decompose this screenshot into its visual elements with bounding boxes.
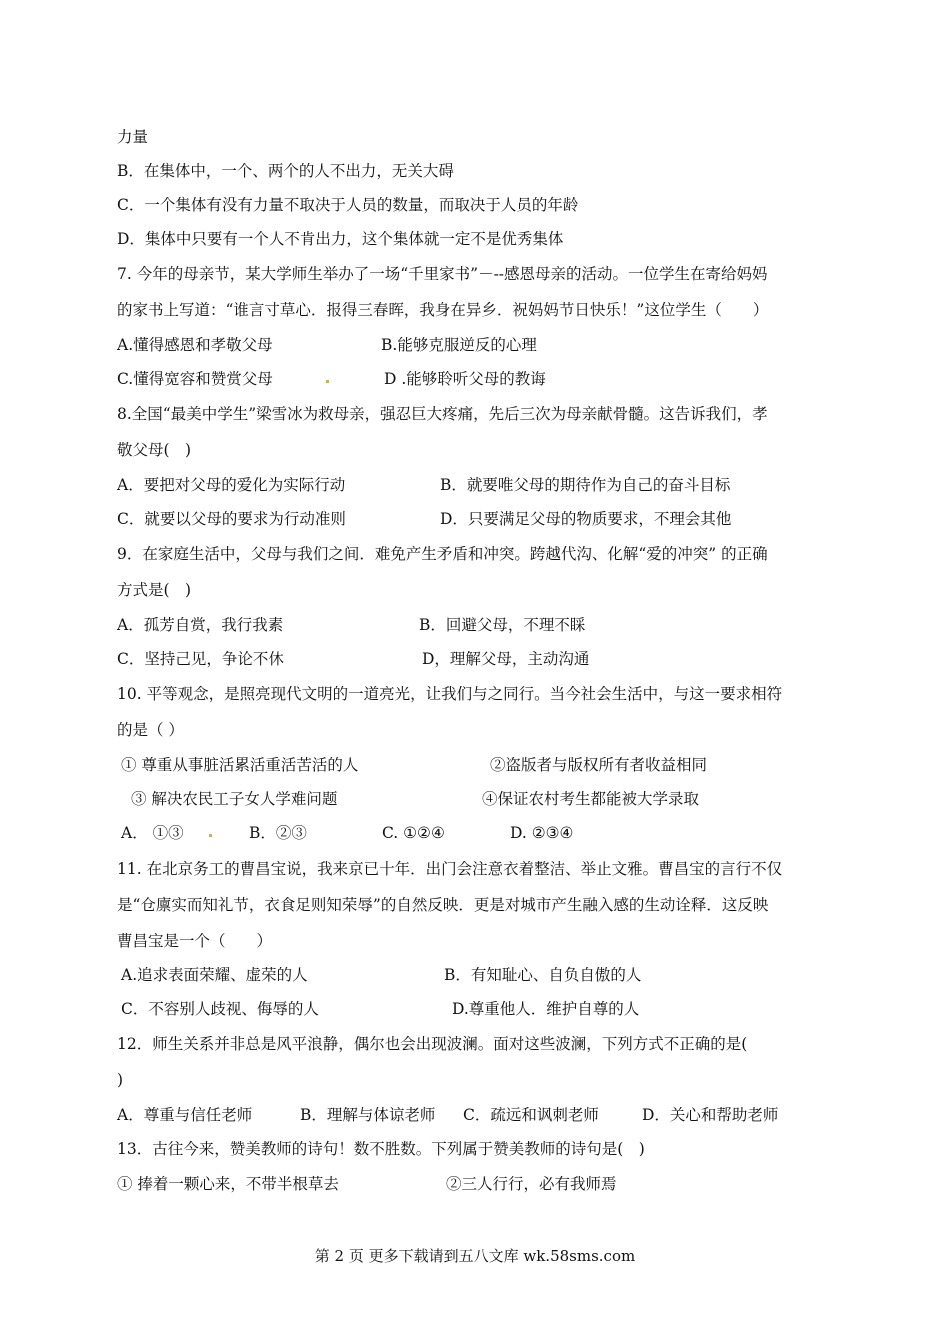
question-12-text: )	[117, 1071, 124, 1089]
option-d: D.尊重他人．维护自尊的人	[452, 1000, 640, 1018]
option-c: C．就要以父母的要求为行动准则	[117, 510, 346, 528]
option-c: C.懂得宽容和赞赏父母	[117, 370, 273, 388]
question-10-text: 10. 平等观念，是照亮现代文明的一道亮光，让我们与之同行。当今社会生活中，与这一要求相符	[117, 685, 783, 703]
option-c: C．不容别人歧视、侮辱的人	[121, 1000, 319, 1018]
option-a: A.追求表面荣耀、虚荣的人	[121, 966, 308, 984]
option-b: B.能够克服逆反的心理	[381, 336, 537, 354]
page-footer: 第 2 页 更多下载请到五八文库 wk.58sms.com	[314, 1247, 636, 1265]
option-line: C．一个集体有没有力量不取决于人员的数量，而取决于人员的年龄	[117, 196, 579, 214]
item-2: ②盗版者与版权所有者收益相同	[490, 756, 708, 774]
text-line: 力量	[117, 128, 149, 146]
speck-mark	[326, 380, 329, 383]
option-b: B．②③	[249, 824, 307, 842]
option-a: A.懂得感恩和孝敬父母	[117, 336, 273, 354]
question-7-text: 7. 今年的母亲节，某大学师生举办了一场“千里家书”－--感恩母亲的活动。一位学生在寄给妈妈	[117, 265, 768, 283]
option-line: B．在集体中，一个、两个的人不出力，无关大碍	[117, 162, 454, 180]
option-b: B．回避父母，不理不睬	[419, 616, 586, 634]
item-1: ① 尊重从事脏活累活重活苦活的人	[121, 756, 359, 774]
option-b: B．就要唯父母的期待作为自己的奋斗目标	[440, 476, 731, 494]
option-b: B．有知耻心、自负自傲的人	[444, 966, 642, 984]
option-c: C. ①②④	[382, 824, 445, 842]
option-line: D．集体中只要有一个人不肯出力，这个集体就一定不是优秀集体	[117, 230, 564, 248]
option-d: D．关心和帮助老师	[642, 1106, 779, 1124]
question-8-text: 敬父母( )	[117, 441, 192, 459]
option-a: A．尊重与信任老师	[117, 1106, 253, 1124]
option-a: A．要把对父母的爱化为实际行动	[117, 476, 346, 494]
option-c: C．疏远和讽刺老师	[463, 1106, 599, 1124]
option-a: A．孤芳自赏，我行我素	[117, 616, 284, 634]
question-13-text: 13．古往今来，赞美教师的诗句！数不胜数。下列属于赞美教师的诗句是( )	[117, 1140, 645, 1158]
option-d: D .能够聆听父母的教诲	[384, 370, 546, 388]
question-11-text: 曹昌宝是一个（ ）	[117, 932, 273, 950]
option-d: D. ②③④	[510, 824, 574, 842]
option-a: A． ①③	[121, 824, 184, 842]
option-d: D．只要满足父母的物质要求，不理会其他	[440, 510, 732, 528]
option-d: D，理解父母，主动沟通	[422, 650, 590, 668]
question-7-text: 的家书上写道：“谁言寸草心．报得三春晖，我身在异乡．祝妈妈节日快乐！”这位学生（ ）	[117, 301, 769, 319]
option-c: C．坚持己见，争论不休	[117, 650, 284, 668]
item-4: ④保证农村考生都能被大学录取	[482, 790, 700, 808]
item-1: ① 捧着一颗心来，不带半根草去	[117, 1175, 339, 1193]
question-12-text: 12．师生关系并非总是风平浪静，偶尔也会出现波澜。面对这些波澜，下列方式不正确的是(	[117, 1035, 748, 1053]
question-9-text: 9．在家庭生活中，父母与我们之间．难免产生矛盾和冲突。跨越代沟、化解“爱的冲突” 的正确	[117, 545, 768, 563]
item-2: ②三人行行，必有我师焉	[446, 1175, 617, 1193]
question-11-text: 是“仓廪实而知礼节，衣食足则知荣辱”的自然反映．更是对城市产生融入感的生动诠释．这反映	[117, 896, 769, 914]
item-3: ③ 解决农民工子女人学难问题	[131, 790, 338, 808]
option-b: B．理解与体谅老师	[300, 1106, 436, 1124]
question-11-text: 11. 在北京务工的曹昌宝说，我来京已十年．出门会注意衣着整洁、举止文雅。曹昌宝的言行不仅	[117, 860, 783, 878]
question-10-text: 的是（ ）	[117, 721, 184, 739]
question-9-text: 方式是( )	[117, 581, 192, 599]
question-8-text: 8.全国“最美中学生”梁雪冰为救母亲，强忍巨大疼痛，先后三次为母亲献骨髓。这告诉我们，孝	[117, 405, 768, 423]
speck-mark	[209, 834, 212, 837]
